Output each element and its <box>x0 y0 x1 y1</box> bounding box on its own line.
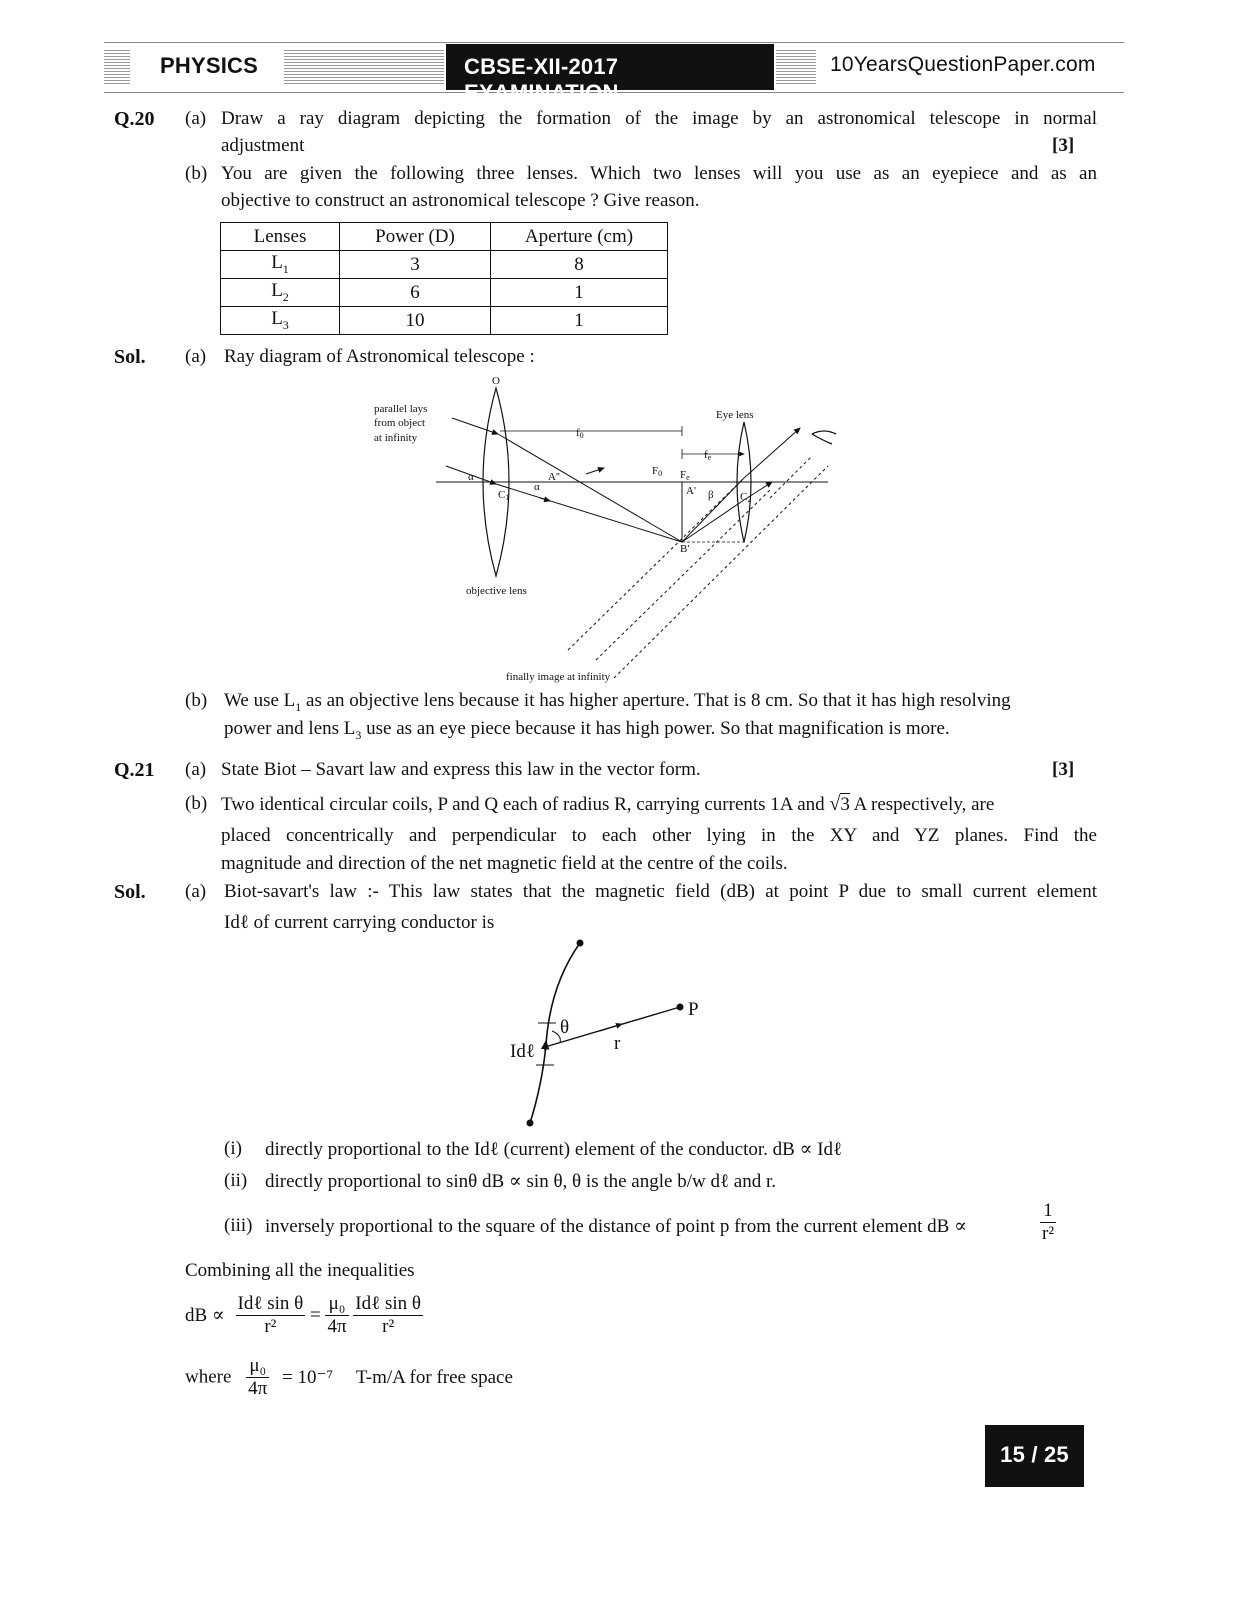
biot-savart-diagram <box>500 935 720 1130</box>
header-exam-box <box>446 44 774 105</box>
question-number: Q.21 <box>114 759 155 781</box>
label-Fe: Fe <box>680 469 690 482</box>
list-item-label: (ii) <box>224 1170 248 1191</box>
question-text: magnitude and direction of the net magnetic field at the centre of the coils. <box>221 853 788 874</box>
question-number: Q.20 <box>114 108 155 130</box>
table-cell: 8 <box>491 251 668 279</box>
constant-definition: where $\frac{\text{μ₀}}{4\pi}$ = 10⁻⁷ T-m/A for free space <box>185 1355 513 1399</box>
lenses-table <box>220 222 668 335</box>
table-cell: $L_2$ <box>221 279 340 307</box>
part-label: (a) <box>185 881 207 902</box>
question-text: adjustment <box>221 135 305 156</box>
table-cell: $L_3$ <box>221 307 340 335</box>
marks: [3] <box>1052 759 1075 780</box>
label-parallel: from object <box>374 417 426 429</box>
header-site: 10YearsQuestionPaper.com <box>830 53 1096 76</box>
label-beta: β <box>708 489 714 501</box>
solution-text: Biot-savart's law :- This law states that the magnetic field (dB) at point P due to small current element <box>224 881 1097 902</box>
label-alpha: α <box>468 471 474 483</box>
label-c2: C2 <box>740 491 752 504</box>
part-label: (b) <box>185 690 208 711</box>
solution-label: Sol. <box>114 881 146 903</box>
list-item-label: (i) <box>224 1138 242 1159</box>
label-idl: Idℓ <box>510 1041 535 1062</box>
solution-text: Ray diagram of Astronomical telescope : <box>224 346 535 367</box>
label-A-double: A'' <box>548 471 560 483</box>
fraction-inverse-square: $\frac{1}{\text{r²}}$ <box>1042 1200 1055 1244</box>
table-header: Aperture (cm) <box>491 223 668 251</box>
part-label: (b) <box>185 163 208 184</box>
solution-text: power and lens $L_3$ use as an eye piece because it has high power. So that magnification is more. <box>224 718 950 742</box>
part-label: (b) <box>185 793 208 814</box>
part-label: (a) <box>185 108 207 129</box>
label-eye-lens: Eye lens <box>716 409 754 421</box>
label-final-image: finally image at infinity <box>506 671 611 683</box>
label-F0: F0 <box>652 465 663 478</box>
label-alpha: α <box>534 481 540 493</box>
solution-label: Sol. <box>114 346 146 368</box>
marks: [3] <box>1052 135 1075 156</box>
table-header-row <box>221 223 668 251</box>
header-exam: CBSE-XII-2017 EXAMINATION <box>464 54 619 105</box>
list-item: directly proportional to sinθ dB ∝ sin θ, θ is the angle b/w dℓ and r. <box>265 1171 777 1192</box>
question-text: objective to construct an astronomical telescope ? Give reason. <box>221 190 700 211</box>
biot-savart-formula: dB ∝ $\frac{\text{Idℓ sin θ}}{\text{r²}}$ = $\frac{\text{μ₀}}{4\pi}$ $\frac{\text{Idℓ sin θ}}{\text{r²}}$ <box>185 1293 421 1337</box>
list-item: inversely proportional to the square of the distance of point p from the current element dB ∝ <box>265 1216 967 1237</box>
label-f0: f0 <box>576 427 584 440</box>
question-text: Draw a ray diagram depicting the formation of the image by an astronomical telescope in normal <box>221 108 1097 129</box>
table-header: Power (D) <box>340 223 491 251</box>
question-text: State Biot – Savart law and express this law in the vector form. <box>221 759 701 780</box>
telescope-ray-diagram <box>360 370 840 688</box>
label-theta: θ <box>560 1017 570 1038</box>
table-cell: $L_1$ <box>221 251 340 279</box>
question-text: Two identical circular coils, P and Q each of radius R, carrying currents 1A and √3 A respectively, are <box>221 793 995 815</box>
question-text: You are given the following three lenses. Which two lenses will you use as an eyepiece and as an <box>221 163 1097 184</box>
solution-text: We use $L_1$ as an objective lens because it has higher aperture. That is 8 cm. So that it has high resolving <box>224 690 1011 714</box>
label-fe: fe <box>704 449 712 462</box>
table-cell: 10 <box>340 307 491 335</box>
part-label: (a) <box>185 759 207 780</box>
label-r: r <box>614 1033 621 1054</box>
question-text: placed concentrically and perpendicular to each other lying in the XY and YZ planes. Find the <box>221 825 1097 846</box>
page-header <box>104 42 1124 105</box>
table-header: Lenses <box>221 223 340 251</box>
label-A: A' <box>686 485 696 497</box>
solution-text: Idℓ of current carrying conductor is <box>224 912 495 933</box>
table-cell: 1 <box>491 307 668 335</box>
table-row <box>221 307 668 335</box>
list-item-label: (iii) <box>224 1215 253 1236</box>
solution-text: Combining all the inequalities <box>185 1260 415 1281</box>
label-c1: C1 <box>498 489 510 502</box>
page-number-box <box>985 1425 1084 1487</box>
table-row <box>221 251 668 279</box>
table-cell: 1 <box>491 279 668 307</box>
table-cell: 6 <box>340 279 491 307</box>
label-objective-lens: objective lens <box>466 585 527 597</box>
list-item: directly proportional to the Idℓ (current) element of the conductor. dB ∝ Idℓ <box>265 1139 843 1160</box>
table-row <box>221 279 668 307</box>
table-cell: 3 <box>340 251 491 279</box>
label-p: P <box>688 999 699 1020</box>
page-number: 15 / 25 <box>1000 1442 1069 1467</box>
label-parallel: at infinity <box>374 432 418 444</box>
label-parallel: parallel lays <box>374 403 428 415</box>
label-B: B' <box>680 543 690 555</box>
header-subject: PHYSICS <box>160 53 258 78</box>
part-label: (a) <box>185 346 207 367</box>
label-o: O <box>492 375 500 387</box>
